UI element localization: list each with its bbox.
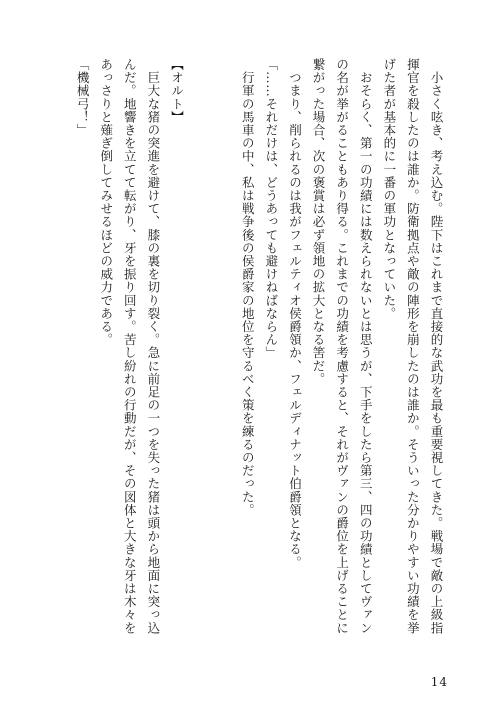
dialogue-line: 「機械弓！」	[75, 58, 91, 137]
blank-line	[212, 58, 236, 658]
text-line: 巨大な猪の突進を避けて、膝の裏を切り裂く。急に前足の一つを失った猪は頭から地面に突っ込	[145, 58, 161, 635]
page-number: 14	[430, 675, 448, 689]
blank-line	[188, 58, 212, 658]
text-line: つまり、削られるのは我がフェルティオ侯爵領か、フェルディナット伯爵領となる。	[287, 58, 303, 569]
text-line: げた者が基本的に一番の軍功となっていた。	[381, 58, 397, 320]
section-heading: 【オルト】	[169, 58, 185, 124]
text-line: 揮官を殺したのは誰か。防衛拠点や敵の陣形を崩したのは誰か。そういった分かりやすい功績を挙	[405, 58, 421, 635]
text-line: の名が挙がることもあり得る。これまでの功績を考慮すると、それがヴァンの爵位を上げることに	[334, 58, 350, 635]
text-line: あっさりと薙ぎ倒してみせるほどの威力である。	[98, 58, 114, 347]
vertical-text-body	[71, 58, 449, 658]
text-line: 繋がった場合、次の褒賞は必ず領地の拡大となる筈だ。	[311, 58, 327, 386]
text-line: 行軍の馬車の中、私は戦争後の侯爵家の地位を守るべく策を練るのだった。	[240, 58, 256, 517]
text-line: 小さく呟き、考え込む。陛下はこれまで直接的な武功を最も重要視してきた。戦場で敵の上級指	[429, 58, 444, 635]
dialogue-line: 「……それだけは、どうあっても避けねばならん」	[263, 58, 279, 360]
text-line: んだ。地響きを立てて転がり、牙を振り回す。苦し紛れの行動だが、その図体と大きな牙は木々を	[122, 58, 138, 635]
text-line: おそらく、第一の功績には数えられないとは思うが、下手をしたら第三、四の功績としてヴァン	[358, 58, 374, 635]
